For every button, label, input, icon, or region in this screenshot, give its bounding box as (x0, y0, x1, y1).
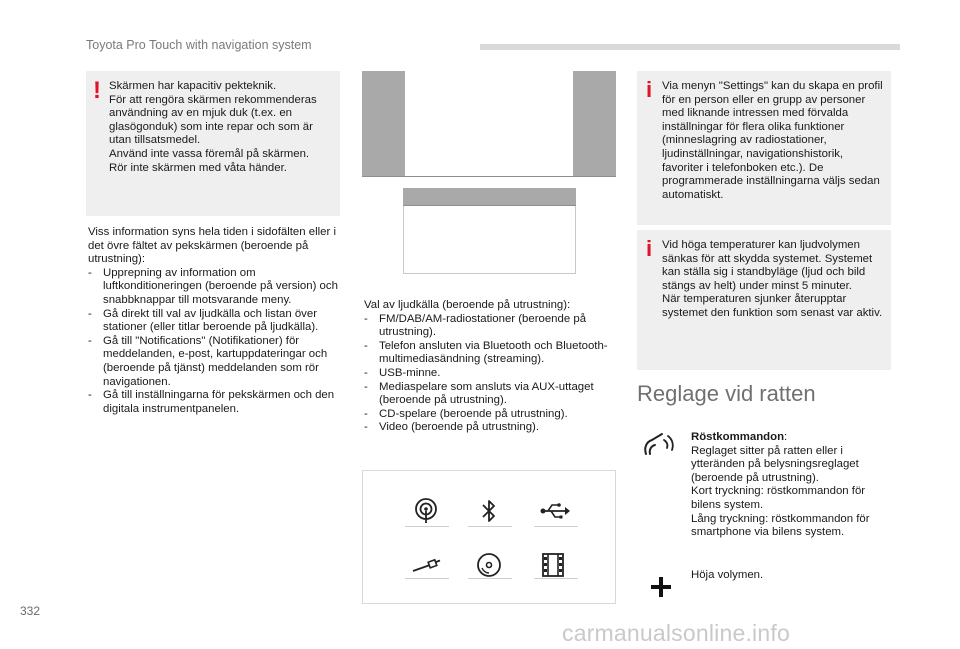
sidebar-info-list (88, 267, 340, 417)
screen-topbar-line (403, 205, 576, 206)
screen-illustration-divider (362, 176, 616, 177)
volume-up-text: Höja volymen. (691, 569, 764, 581)
info-icon: i (646, 236, 653, 261)
video-icon (533, 545, 573, 585)
info-note-profiles (637, 71, 891, 225)
warning-icon: ! (93, 77, 101, 104)
screen-topbar-fill (403, 188, 576, 205)
info-note-text: Vid höga temperaturer kan ljudvolymen sänkas för att skydda systemet. Systemet kan ställa sig i standbyläge (ljud och bild stängs av helt) under minst 5 minuter. När temperaturen sjunker återupptar systemet den funktion som senast var aktiv. (662, 239, 883, 319)
list-item: - Video (beroende på utrustning). (364, 421, 616, 435)
info-note-temperature (637, 230, 891, 370)
icon-underline (534, 526, 578, 527)
list-item: - Gå till inställningarna för pekskärmen och den digitala instrumentpanelen. (88, 389, 340, 416)
info-icon: i (646, 77, 653, 102)
page-number: 332 (20, 604, 41, 618)
audio-sources-intro: Val av ljudkälla (beroende på utrustning): (364, 299, 571, 311)
icon-underline (468, 578, 512, 579)
plus-icon (651, 577, 671, 602)
icon-underline (405, 526, 449, 527)
voice-command-description (691, 431, 891, 540)
warning-note-text: Skärmen har kapacitiv pekteknik. För att rengöra skärmen rekommenderas användning av en mjuk duk (t.ex. en glasögonduk) som inte repar och som är utan tillsatsmedel. Använd inte vassa föremål på skärmen. Rör inte skärmen med våta händer. (109, 80, 317, 174)
list-item: - Telefon ansluten via Bluetooth och Bluetooth-multimediasändning (streaming). (364, 340, 616, 367)
voice-command-title: Röstkommandon (691, 431, 785, 443)
info-note-text: Via menyn "Settings" kan du skapa en profil för en person eller en grupp av personer med liknande intressen med förvalda inställningar för flera olika funktioner (minneslagring av radiostationer, ljudinställningar, navigationshistorik, favoriter i telefonboken etc.). De programmerade inställningarna väljs sedan automatiskt. (662, 80, 883, 201)
list-item: - Gå direkt till val av ljudkälla och listan över stationer (eller titlar beroende på ljudkälla). (88, 308, 340, 335)
page-header-title: Toyota Pro Touch with navigation system (86, 38, 312, 52)
icon-underline (534, 578, 578, 579)
audio-source-icon-panel-topline (362, 470, 616, 471)
voice-command-icon (640, 428, 676, 463)
list-item: - Upprepning av information om luftkonditioneringen (beroende på version) och snabbknappar till motsvarande meny. (88, 267, 340, 308)
icon-underline (405, 578, 449, 579)
list-item: - Gå till "Notifications" (Notifikationer) för meddelanden, e-post, kartuppdateringar och (beroende på tjänst) meddelanden som rör navigationen. (88, 335, 340, 389)
audio-sources-list (364, 313, 616, 435)
section-heading: Reglage vid ratten (637, 381, 816, 406)
list-item: - Mediaspelare som ansluts via AUX-uttaget (beroende på utrustning). (364, 381, 616, 408)
list-item: - CD-spelare (beroende på utrustning). (364, 408, 616, 422)
sidebar-info-intro: Viss information syns hela tiden i sidofälten eller i det övre fältet av pekskärmen (beroende på utrustning): (88, 226, 336, 266)
header-rule (480, 44, 900, 50)
voice-command-text: Reglaget sitter på ratten eller i ytteränden på belysningsreglaget (beroende på utrustning). Kort tryckning: röstkommandon för bilens system. Lång tryckning: röstkommandon för smartphone via bilens system. (691, 444, 870, 539)
voice-command-title-colon: : (784, 431, 788, 443)
list-item: - USB-minne. (364, 367, 616, 381)
aux-icon (406, 545, 446, 585)
usb-icon (535, 491, 575, 531)
list-item: - FM/DAB/AM-radiostationer (beroende på utrustning). (364, 313, 616, 340)
cd-icon (469, 545, 509, 585)
bluetooth-icon (469, 491, 509, 531)
watermark: carmanualsonline.info (562, 620, 790, 646)
sidebar-info-section (88, 226, 340, 416)
audio-sources-section (364, 299, 616, 435)
screen-illustration-center (405, 71, 573, 177)
warning-note-box (86, 71, 340, 216)
radio-icon (406, 491, 446, 531)
icon-underline (468, 526, 512, 527)
